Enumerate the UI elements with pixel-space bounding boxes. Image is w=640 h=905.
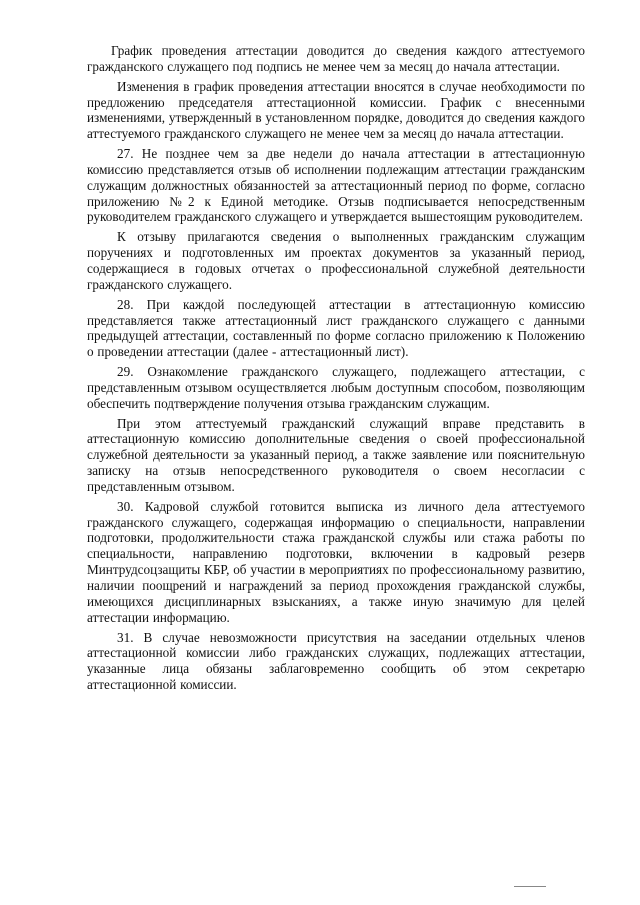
paragraph-item-30: 30. Кадровой службой готовится выписка из личного дела аттестуемого гражданского служащего, содержащая информацию о специальности, направлении подготовки, продолжительности стажа гражданской службы или стажа работы по специальности, направлению подготовки, включении в кадровый резерв Минтрудсоцзащиты КБР, об участии в мероприятиях по профессиональному развитию, наличии поощрений и награждений за период прохождения гражданской службы, имеющихся дисциплинарных взысканиях, а также иную значимую для целей аттестации информацию. [87,498,585,625]
paragraph-item-28: 28. При каждой последующей аттестации в аттестационную комиссию представляется также аттестационный лист гражданского служащего с данными предыдущей аттестации, составленный по форме согласно приложению к Положению о проведении аттестации (далее - аттестационный лист). [87,296,585,360]
paragraph-item-31: 31. В случае невозможности присутствия на заседании отдельных членов аттестационной комиссии либо гражданских служащих, подлежащих аттестации, указанные лица обязаны заблаговременно сообщить об этом секретарю аттестационной комиссии. [87,629,585,693]
paragraph-review-attachments: К отзыву прилагаются сведения о выполненных гражданским служащим поручениях и подготовленных им проектах документов за указанный период, содержащиеся в годовых отчетах о профессиональной служебной деятельности гражданского служащего. [87,229,585,292]
paragraph-schedule-notice: График проведения аттестации доводится до сведения каждого аттестуемого гражданского служащего под подпись не менее чем за месяц до начала аттестации. [87,43,585,74]
paragraph-additional-info: При этом аттестуемый гражданский служащий вправе представить в аттестационную комиссию дополнительные сведения о своей профессиональной служебной деятельности за указанный период, а также заявление или пояснительную записку на отзыв непосредственного руководителя о своем несогласии с представленным отзывом. [87,415,585,494]
paragraph-item-29: 29. Ознакомление гражданского служащего, подлежащего аттестации, с представленным отзывом осуществляется любым доступным способом, позволяющим обеспечить подтверждение получения отзыва гражданским служащим. [87,364,585,411]
footer-divider [514,886,546,887]
document-body [87,43,585,697]
paragraph-schedule-changes: Изменения в график проведения аттестации вносятся в случае необходимости по предложению председателя аттестационной комиссии. График с внесенными изменениями, утвержденный в установленном порядке, доводится до сведения каждого аттестуемого гражданского служащего не менее чем за месяц до начала аттестации. [87,78,585,142]
paragraph-item-27: 27. Не позднее чем за две недели до начала аттестации в аттестационную комиссию представляется отзыв об исполнении подлежащим аттестации гражданским служащим должностных обязанностей за аттестационный период по форме, согласно приложению №2 к Единой методике. Отзыв подписывается непосредственным руководителем гражданского служащего и утверждается вышестоящим руководителем. [87,146,585,225]
